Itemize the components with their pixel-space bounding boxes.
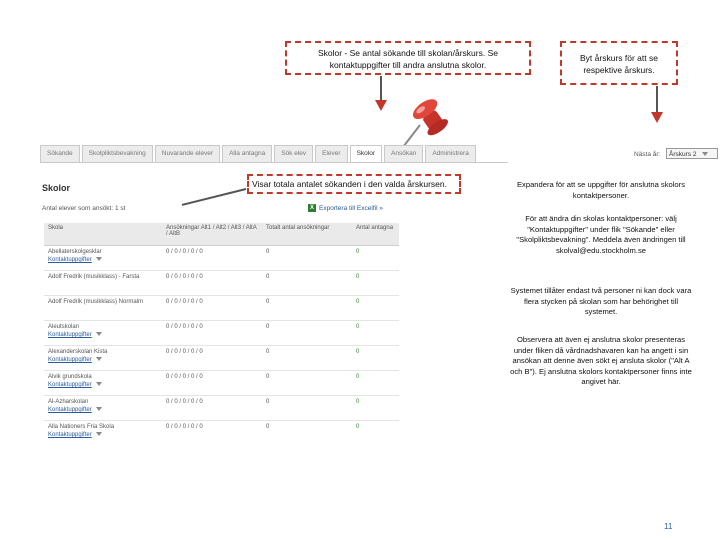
page-title: Skolor [42, 183, 71, 193]
admitted-cell: 0 [352, 346, 399, 371]
tab-ansokan[interactable]: Ansökan [384, 145, 423, 163]
arrowhead-right [651, 112, 663, 123]
total-cell: 0 [262, 371, 352, 396]
applications-cell: 0 / 0 / 0 / 0 / 0 [162, 396, 262, 421]
contact-info-label: Kontaktuppgifter [48, 382, 92, 388]
table-row [44, 346, 399, 371]
chevron-down-icon [96, 382, 102, 386]
tab-divider [40, 162, 508, 163]
admitted-cell: 0 [352, 321, 399, 346]
grade-select-value: Årskurs 2 [669, 151, 697, 158]
col-header-total[interactable]: Totalt antal ansökningar [262, 223, 352, 246]
tab-sokande[interactable]: Sökande [40, 145, 80, 163]
school-name: Alla Nationers Fria Skola [48, 424, 115, 430]
page-number: 11 [664, 522, 673, 531]
school-name: Aleutskolan [48, 324, 80, 330]
contact-info-label: Kontaktuppgifter [48, 257, 92, 263]
contact-info-label: Kontaktuppgifter [48, 407, 92, 413]
total-cell: 0 [262, 271, 352, 296]
tab-elever[interactable]: Elever [315, 145, 347, 163]
contact-info-label: Kontaktuppgifter [48, 432, 92, 438]
total-cell: 0 [262, 296, 352, 321]
excel-icon: X [309, 205, 314, 211]
grade-select-label: Nästa år: [634, 151, 661, 158]
callout-total-text: Visar totala antalet sökanden i den valda årskursen. [252, 179, 447, 189]
school-cell [44, 371, 162, 396]
note-unconnected: Observera att även ej anslutna skolor presenteras under fliken då vårdnadshavaren kan ha angett i sin ansökan att denne även sökt ej ansluta skolor ("Alt A och B"). Ej anslutna skolors kontaktpersoner finns inte angivet här. [510, 335, 692, 386]
contact-info-link[interactable] [48, 431, 158, 439]
table-row [44, 271, 399, 296]
applications-cell: 0 / 0 / 0 / 0 / 0 [162, 346, 262, 371]
total-cell: 0 [262, 346, 352, 371]
table-row [44, 246, 399, 271]
total-cell: 0 [262, 321, 352, 346]
school-cell [44, 296, 162, 321]
callout-schools-text: Skolor - Se antal sökande till skolan/årskurs. Se kontaktuppgifter till andra anslutna skolor. [317, 48, 498, 70]
admitted-cell: 0 [352, 246, 399, 271]
total-cell: 0 [262, 246, 352, 271]
callout-total [247, 174, 461, 194]
school-cell [44, 271, 162, 296]
table-row [44, 321, 399, 346]
contact-info-link[interactable] [48, 381, 158, 389]
applications-cell: 0 / 0 / 0 / 0 / 0 [162, 321, 262, 346]
tab-administrera[interactable]: Administrera [425, 145, 475, 163]
tab-skolor[interactable]: Skolor [350, 145, 382, 163]
admitted-cell: 0 [352, 371, 399, 396]
applicant-count: Antal elever som ansökt: 1 st [42, 205, 126, 212]
chevron-down-icon [96, 432, 102, 436]
applications-cell: 0 / 0 / 0 / 0 / 0 [162, 421, 262, 446]
contact-info-link[interactable] [48, 256, 158, 264]
applications-cell: 0 / 0 / 0 / 0 / 0 [162, 246, 262, 271]
callout-schools [285, 41, 531, 75]
arrow-shaft-left [380, 76, 382, 102]
grade-select[interactable] [666, 148, 718, 159]
contact-info-label: Kontaktuppgifter [48, 332, 92, 338]
tab-bar [40, 145, 478, 163]
arrowhead-left [375, 100, 387, 111]
total-cell: 0 [262, 421, 352, 446]
col-header-applications[interactable]: Ansökningar Alt1 / Alt2 / Alt3 / AltA / AltB [162, 223, 262, 246]
school-cell [44, 421, 162, 446]
contact-info-label: Kontaktuppgifter [48, 357, 92, 363]
note-expand: Expandera för att se uppgifter för anslutna skolors kontaktpersoner. [516, 180, 685, 200]
school-cell [44, 346, 162, 371]
schools-table [44, 223, 399, 445]
admitted-cell: 0 [352, 296, 399, 321]
note-limit: Systemet tillåter endast två personer ni kan dock vara flera stycken på skolan som har behörighet till systemet. [510, 286, 692, 316]
arrow-shaft-right [656, 86, 658, 114]
tab-skolpliktsbevakning[interactable]: Skolpliktsbevakning [82, 145, 153, 163]
school-cell [44, 246, 162, 271]
chevron-down-icon [96, 407, 102, 411]
contact-info-link[interactable] [48, 406, 158, 414]
school-name: Abellaterskolgesklar [48, 249, 102, 255]
schools-table-body [44, 246, 399, 446]
note-change-contacts: För att ändra din skolas kontaktpersoner: välj "Kontaktuppgifter" under flik "Sökande" eller "Skolpliktsbevakning". Meddela även ändringen till skolval@edu.stockholm.se [516, 214, 686, 255]
callout-grade [560, 41, 678, 85]
chevron-down-icon [96, 332, 102, 336]
total-cell: 0 [262, 396, 352, 421]
table-row [44, 421, 399, 446]
table-row [44, 396, 399, 421]
school-cell [44, 321, 162, 346]
school-name: Adolf Fredrik (musikklass) - Farsta [48, 274, 140, 280]
applications-cell: 0 / 0 / 0 / 0 / 0 [162, 296, 262, 321]
tab-nuvarande-elever[interactable]: Nuvarande elever [155, 145, 220, 163]
export-excel-link[interactable] [308, 204, 383, 212]
applications-cell: 0 / 0 / 0 / 0 / 0 [162, 371, 262, 396]
table-row [44, 296, 399, 321]
tab-alla-antagna[interactable]: Alla antagna [222, 145, 272, 163]
callout-grade-text: Byt årskurs för att se respektive årskurs. [580, 53, 658, 75]
school-name: Alexanderskolan Kista [48, 349, 108, 355]
school-name: Al-Azharskolan [48, 399, 89, 405]
applications-cell: 0 / 0 / 0 / 0 / 0 [162, 271, 262, 296]
school-name: Alvik grundskola [48, 374, 92, 380]
chevron-down-icon [96, 357, 102, 361]
col-header-admitted[interactable]: Antal antagna [352, 223, 399, 246]
export-excel-label: Exportera till Excelfil » [319, 204, 383, 212]
table-header-row [44, 223, 399, 246]
chevron-down-icon [96, 257, 102, 261]
admitted-cell: 0 [352, 271, 399, 296]
table-row [44, 371, 399, 396]
contact-info-link[interactable] [48, 331, 158, 339]
chevron-down-icon [702, 152, 708, 156]
admitted-cell: 0 [352, 421, 399, 446]
school-name: Adolf Fredrik (musikklass) Normalm [48, 299, 144, 305]
contact-info-link[interactable] [48, 356, 158, 364]
school-cell [44, 396, 162, 421]
tab-sok-elev[interactable]: Sök elev [274, 145, 313, 163]
admitted-cell: 0 [352, 396, 399, 421]
col-header-school[interactable]: Skola [44, 223, 162, 246]
